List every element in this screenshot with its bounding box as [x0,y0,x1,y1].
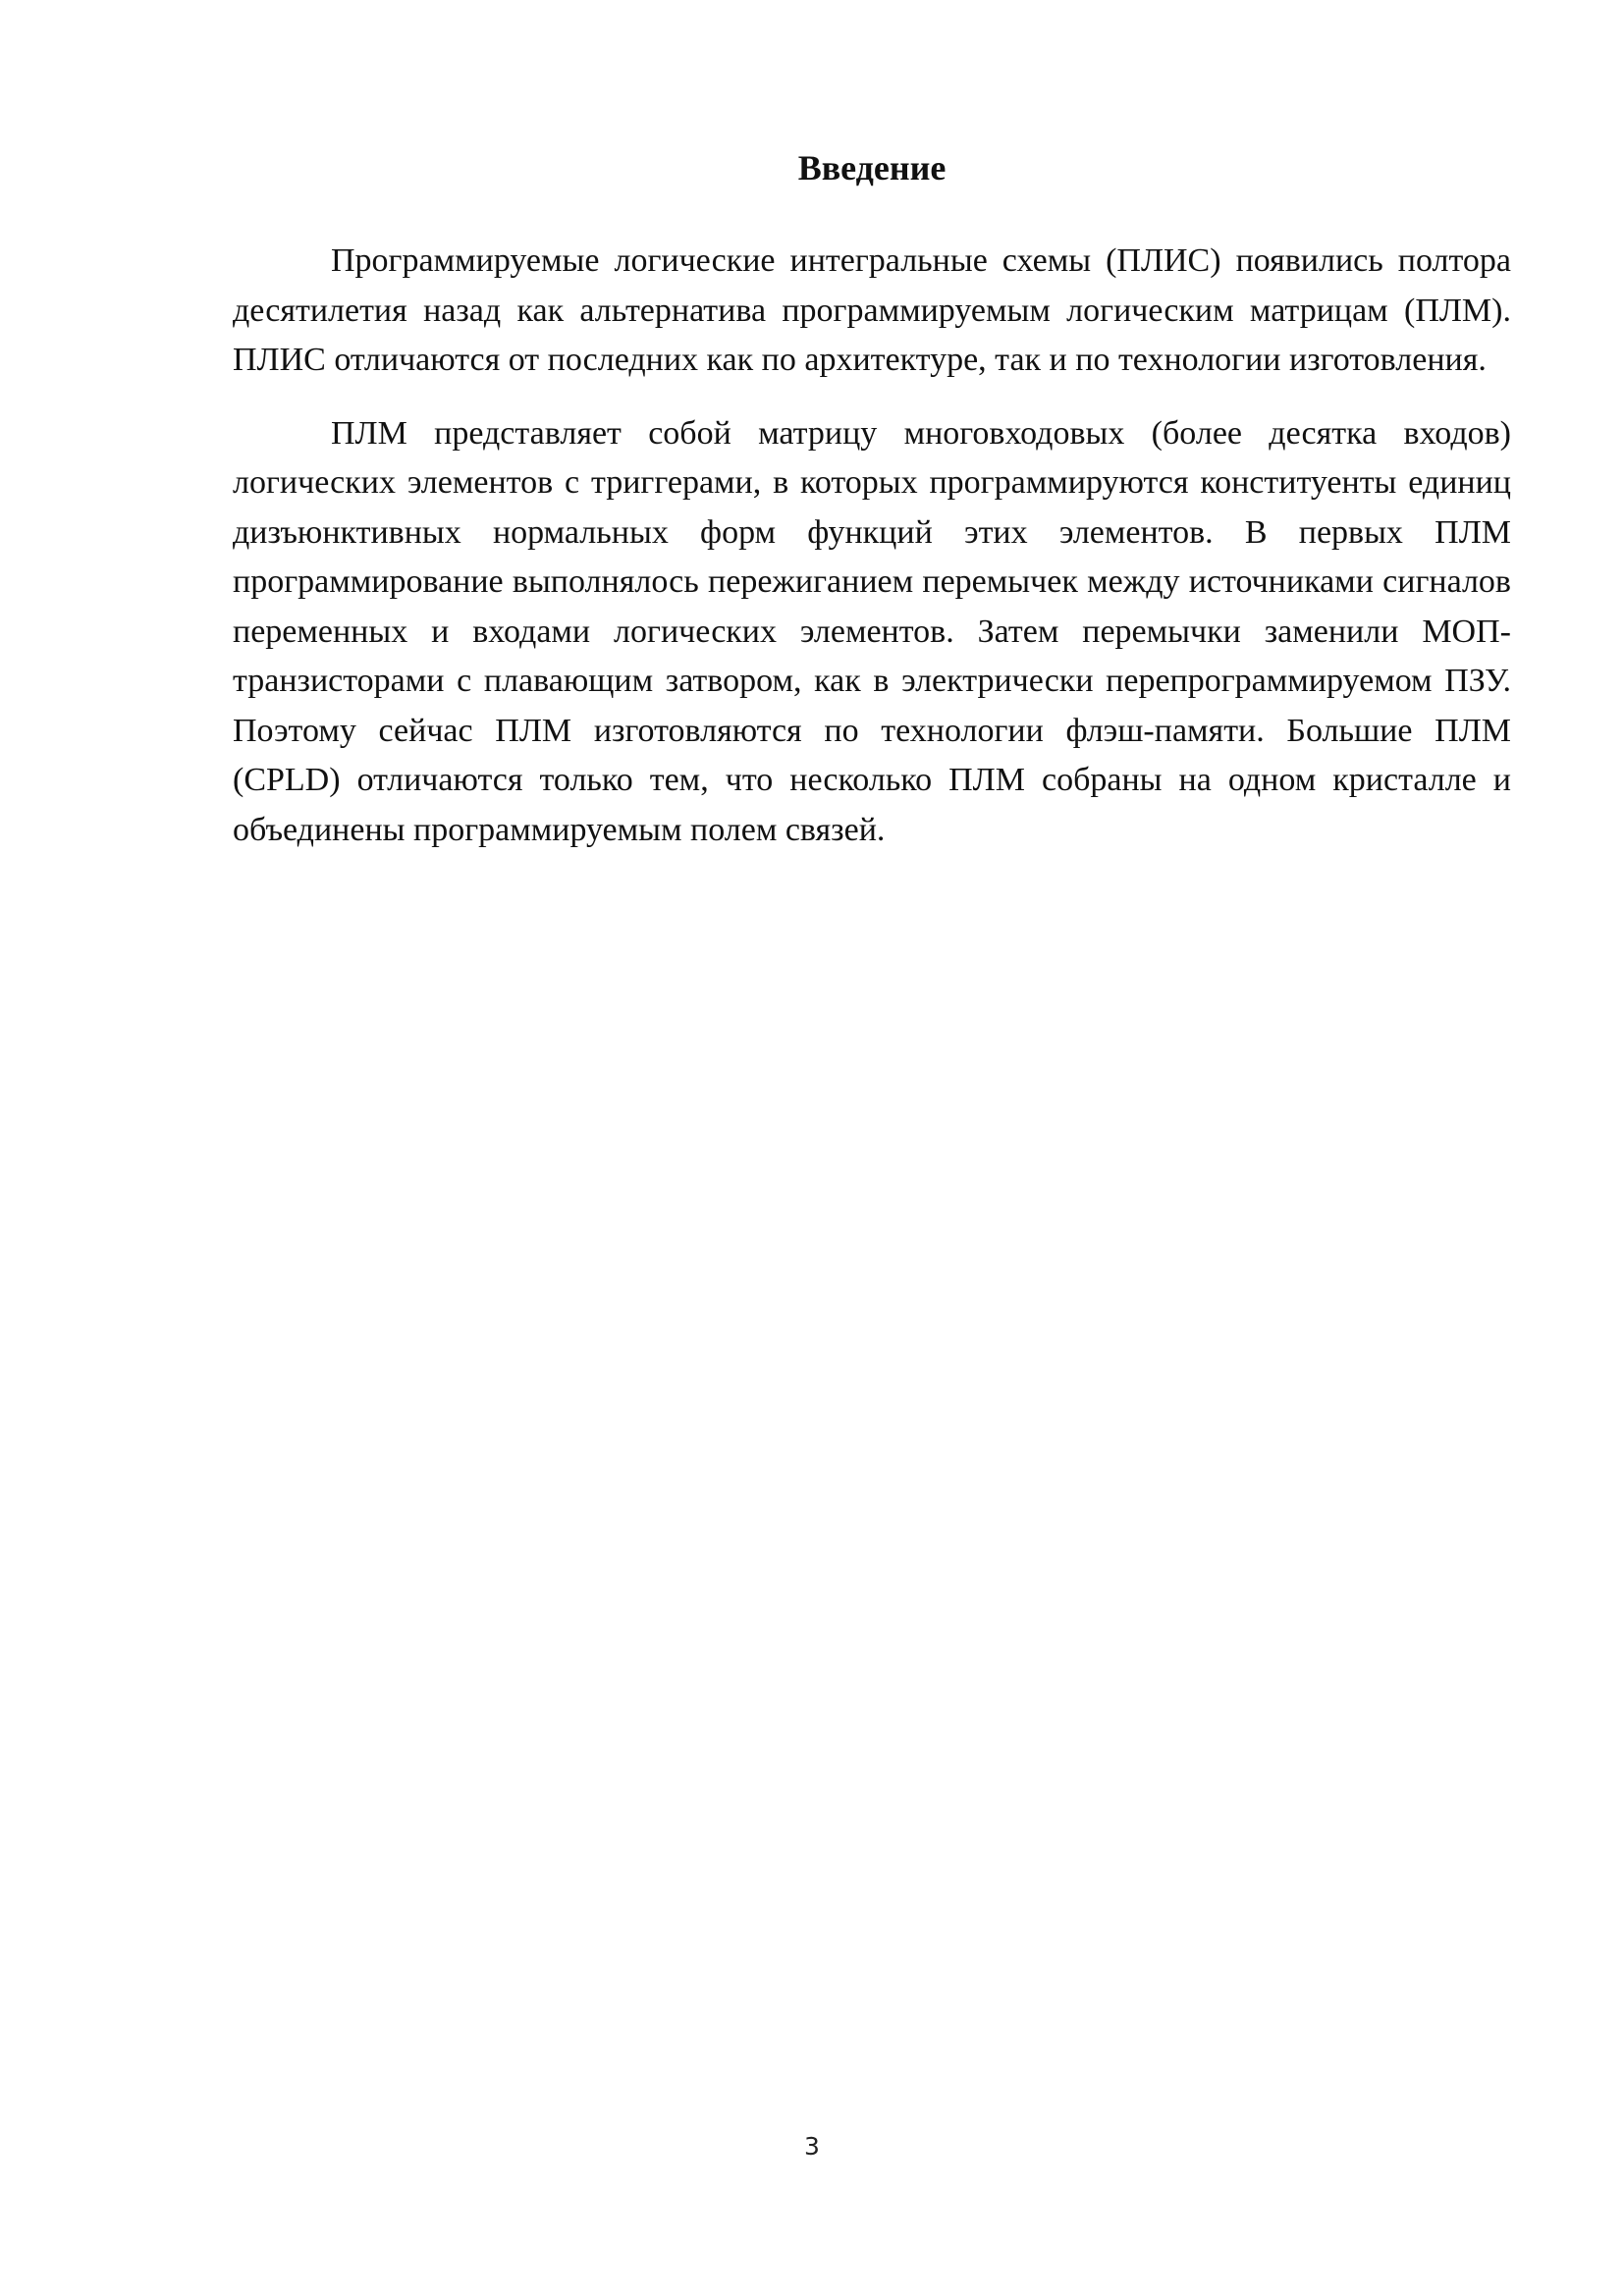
section-title: Введение [797,148,947,187]
page-number: 3 [804,2132,820,2161]
paragraph-2: ПЛМ представляет собой матрицу многовходовых (более десятка входов) логических элементов с триггерами, в которых программируются конституенты единиц дизъюнктивных нормальных форм функций этих элементов. В первых ПЛМ программирование выполнялось пережиганием перемычек между источниками сигналов переменных и входами логических элементов. Затем перемычки заменили МОП-транзисторами с плавающим затвором, как в электрически перепрограммируемом ПЗУ. Поэтому сейчас ПЛМ изготовляются по технологии флэш-памяти. Большие ПЛМ (CPLD) отличаются только тем, что несколько ПЛМ собраны на одном кристалле и объединены программируемым полем связей. [233,414,1511,848]
page-content [233,147,1511,879]
paragraph-1: Программируемые логические интегральные схемы (ПЛИС) появились полтора десятилетия назад как альтернатива программируемым логическим матрицам (ПЛМ). ПЛИС отличаются от последних как по архитектуре, так и по технологии изготовления. [233,242,1511,379]
